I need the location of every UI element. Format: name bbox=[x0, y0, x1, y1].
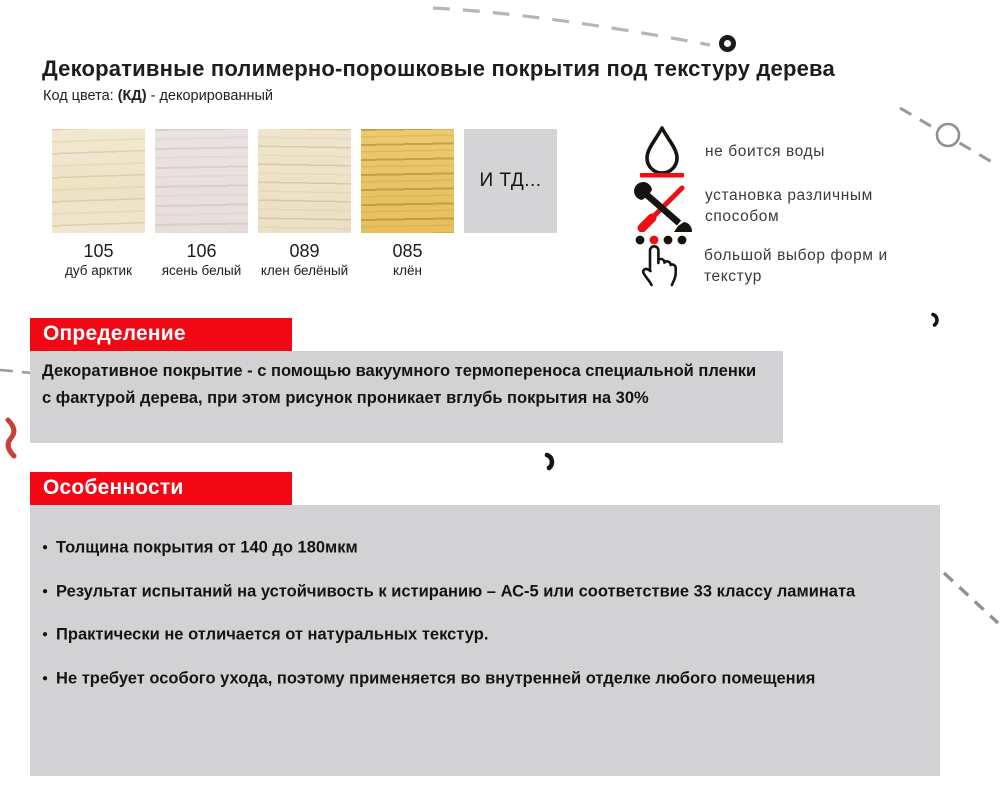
comma-decoration-small bbox=[928, 312, 944, 328]
hand-choice-icon bbox=[633, 233, 695, 293]
red-squiggle-decoration bbox=[0, 416, 28, 462]
benefit-install bbox=[634, 182, 930, 232]
feature-item: ● Толщина покрытия от 140 до 180мкм bbox=[42, 532, 910, 564]
wood-texture-swatch-089 bbox=[258, 129, 351, 233]
definition-header: Определение bbox=[30, 318, 292, 351]
features-header: Особенности bbox=[30, 472, 292, 505]
swatch-106 bbox=[155, 129, 248, 278]
features-panel bbox=[30, 505, 940, 776]
wood-texture-swatch-085 bbox=[361, 129, 454, 233]
benefit-choice bbox=[633, 233, 939, 293]
dashed-line-bottom-right-decoration bbox=[936, 563, 1000, 629]
swatch-code: 089 bbox=[289, 241, 320, 261]
wood-texture-swatch-105 bbox=[52, 129, 145, 233]
swatch-085 bbox=[361, 129, 454, 278]
features-list bbox=[42, 532, 910, 694]
swatch-row bbox=[52, 129, 557, 278]
swatch-more bbox=[464, 129, 557, 278]
swatch-name: дуб арктик bbox=[65, 263, 132, 278]
benefit-label: большой выбор форм и текстур bbox=[704, 247, 888, 285]
swatch-105 bbox=[52, 129, 145, 278]
definition-text: Декоративное покрытие - с помощью вакуумного термопереноса специальной пленки с фактурой дерева, при этом рисунок проникает вглубь покрытия на 30% bbox=[30, 351, 783, 443]
swatch-code: 105 bbox=[83, 241, 114, 261]
benefit-label: не боится воды bbox=[705, 143, 825, 160]
swatch-name: клён bbox=[393, 263, 422, 278]
benefit-label: установка различным способом bbox=[705, 187, 873, 225]
swatch-name: ясень белый bbox=[161, 263, 242, 278]
color-code-subtitle: Код цвета: (КД) - декорированный bbox=[43, 88, 273, 104]
swatch-code: 106 bbox=[186, 241, 217, 261]
benefit-water bbox=[638, 125, 905, 178]
dashes-left-decoration bbox=[0, 364, 34, 378]
donut-dot-decoration bbox=[719, 35, 736, 52]
feature-item: ● Практически не отличается от натуральных текстур. bbox=[42, 619, 910, 651]
dashed-curve-top-decoration bbox=[425, 0, 725, 55]
page-title: Декоративные полимерно-порошковые покрытия под текстуру дерева bbox=[42, 56, 835, 81]
tools-icon bbox=[634, 182, 692, 232]
feature-item: ● Результат испытаний на устойчивость к истиранию – АС-5 или соответствие 33 классу ламината bbox=[42, 576, 910, 608]
swatch-code: 085 bbox=[392, 241, 423, 261]
feature-item: ● Не требует особого ухода, поэтому применяется во внутренней отделке любого помещения bbox=[42, 663, 910, 695]
wood-texture-swatch-106 bbox=[155, 129, 248, 233]
swatch-name: клен белёный bbox=[260, 263, 349, 278]
swatch-089 bbox=[258, 129, 351, 278]
water-drop-icon bbox=[638, 125, 686, 178]
more-swatches-box: И ТД... bbox=[464, 129, 557, 233]
comma-decoration-large bbox=[541, 452, 561, 472]
